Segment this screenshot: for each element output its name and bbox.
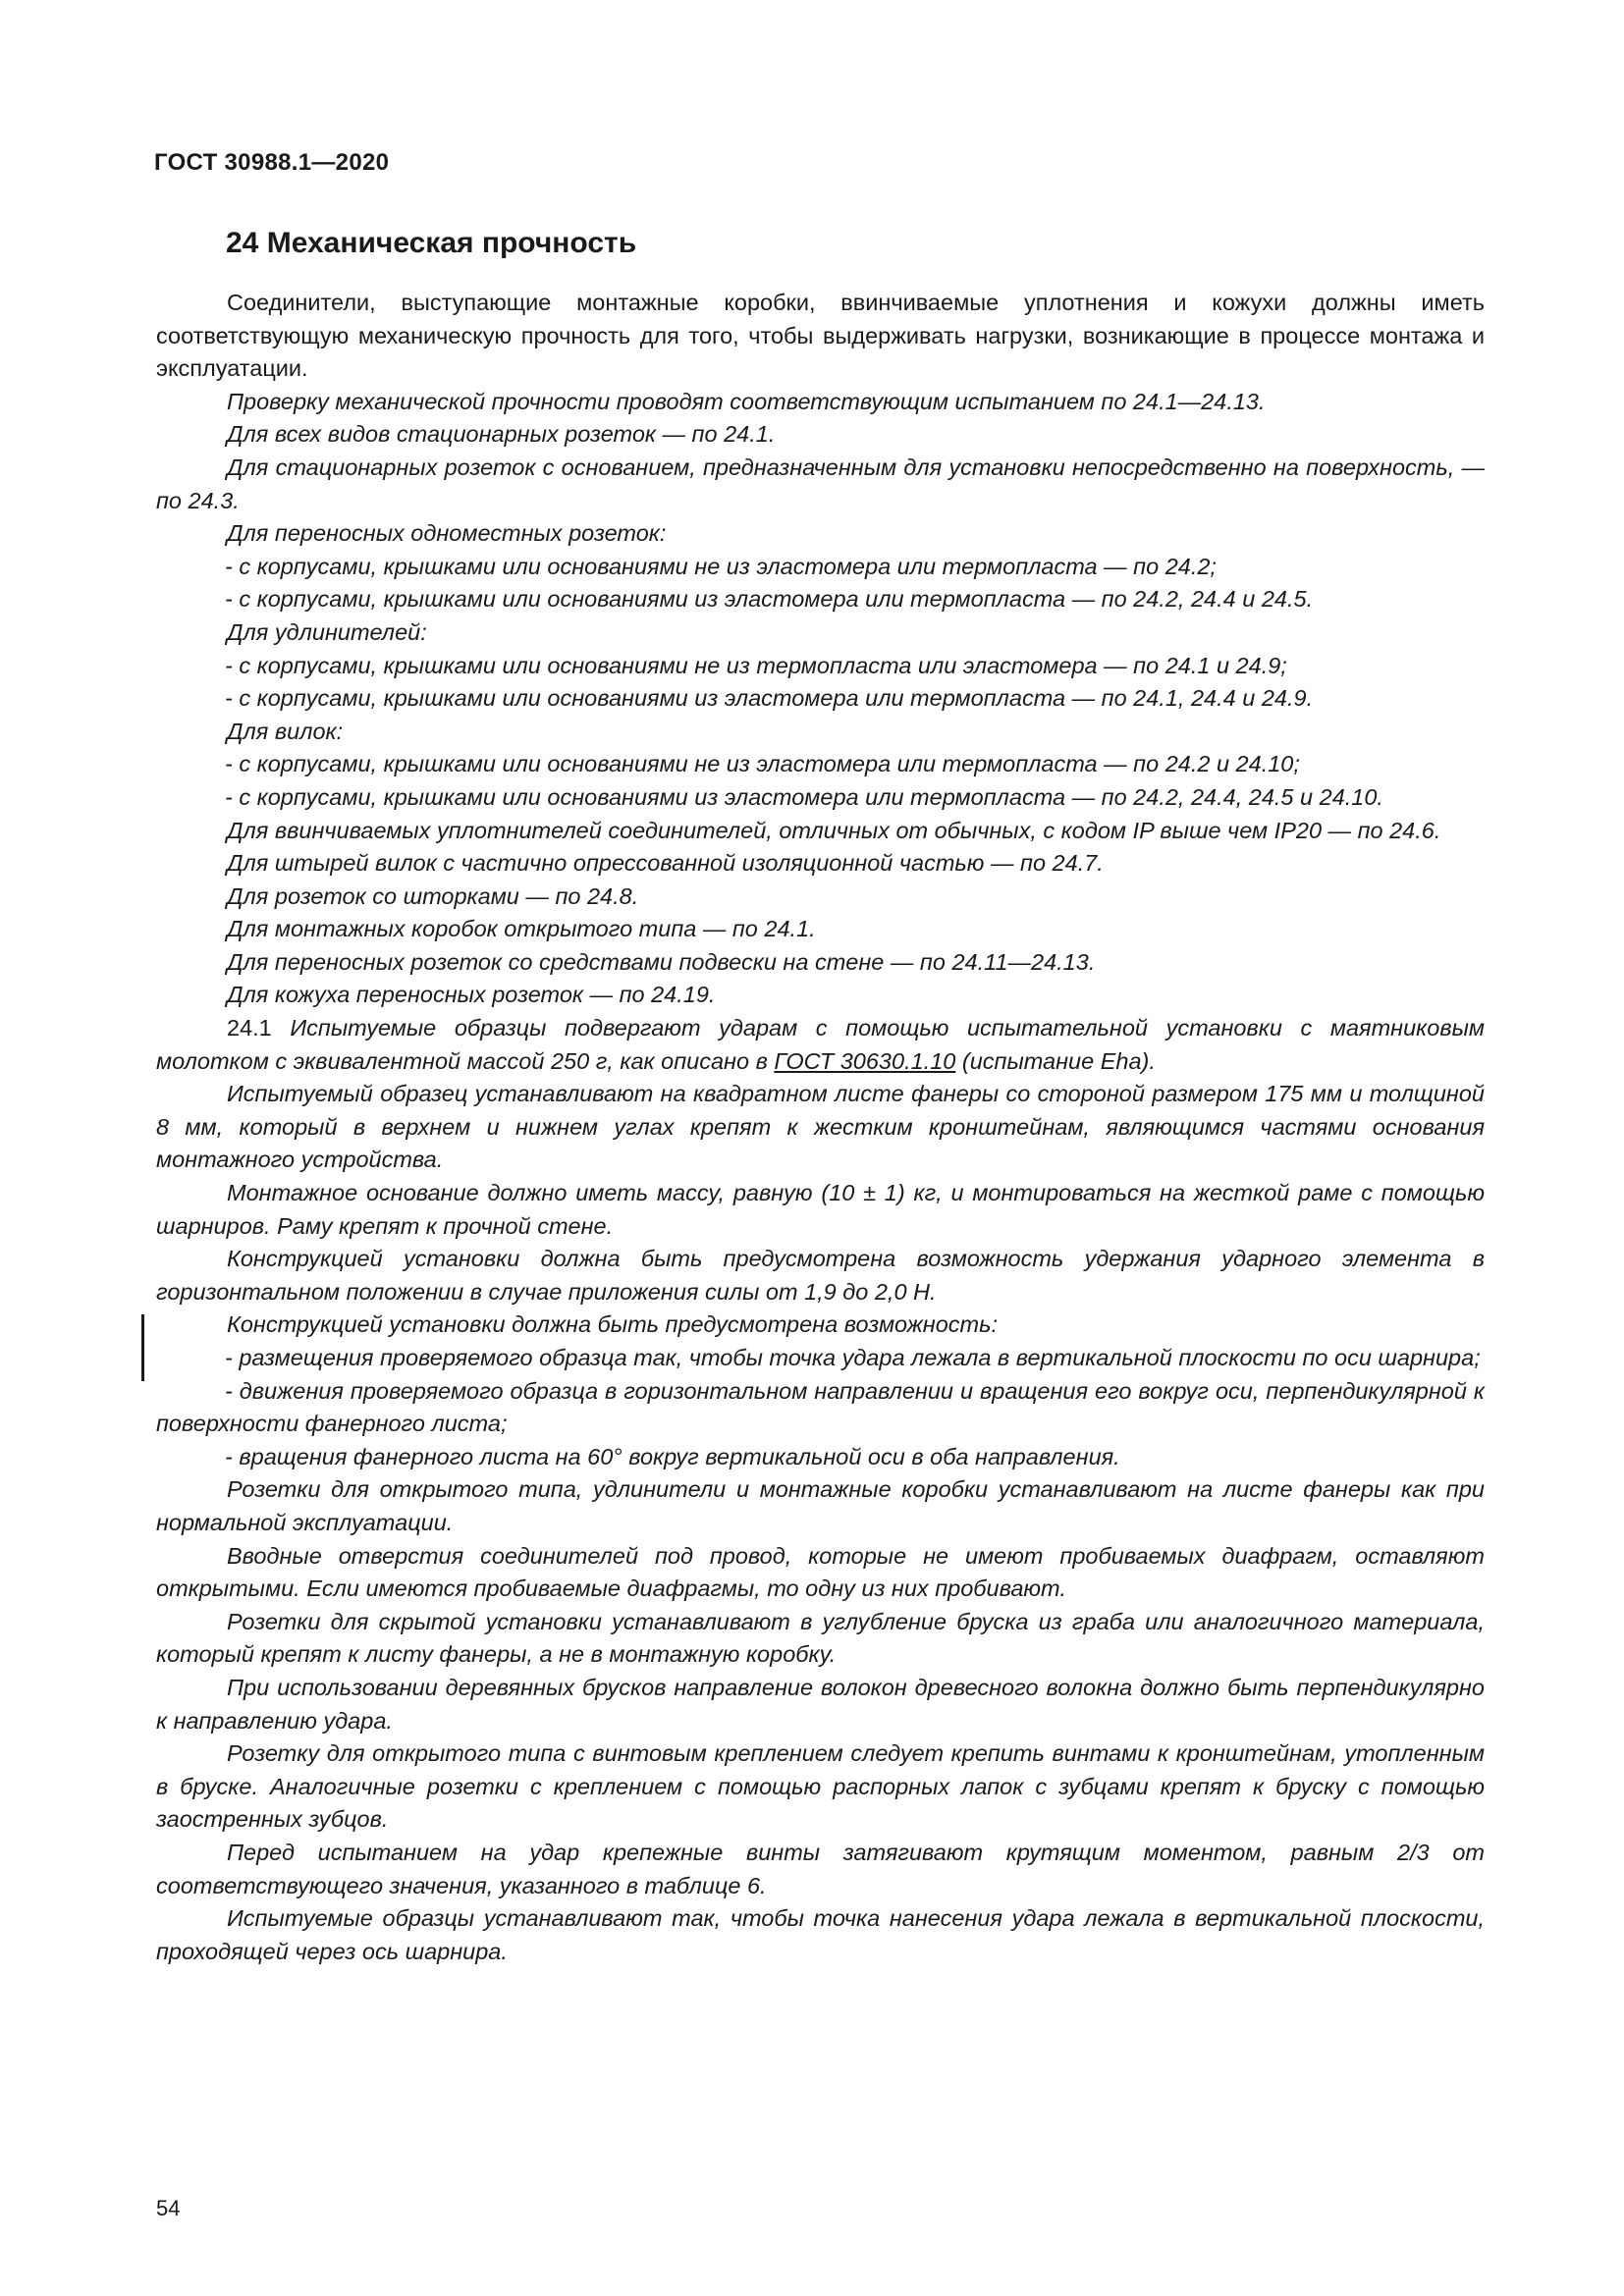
paragraph: Конструкцией установки должна быть предусмотрена возможность: [227,1311,998,1338]
paragraph: Розетки для открытого типа, удлинители и монтажные коробки устанавливают на листе фанеры как при нормальной эксплуатации. [156,1476,1485,1535]
paragraph: Для кожуха переносных розеток — по 24.19. [227,982,716,1008]
paragraph: Для всех видов стационарных розеток — по 24.1. [227,421,776,448]
clause-24-1 [156,1012,1485,1078]
paragraph: Для вилок: [227,718,344,744]
section-title: 24 Механическая прочность [226,227,637,259]
list-item: - размещения проверяемого образца так, чтобы точка удара лежала в вертикальной плоскости по оси шарнира; [225,1345,1481,1370]
paragraph: Для переносных розеток со средствами подвески на стене — по 24.11—24.13. [227,948,1096,975]
paragraph: При использовании деревянных брусков направление волокон древесного волокна должно быть перпендикулярно к направлению удара. [156,1674,1485,1734]
list-item: - с корпусами, крышками или основаниями из эластомера или термопласта — по 24.2, 24.4, 24.5 и 24.10. [225,783,1383,810]
paragraph: Перед испытанием на удар крепежные винты затягивают крутящим моментом, равным 2/3 от соответствующего значения, указанного в таблице 6. [156,1839,1485,1898]
paragraph: Для штырей вилок с частично опрессованной изоляционной частью — по 24.7. [227,850,1104,877]
clause-text: Испытуемые образцы подвергают ударам с помощью испытательной установки с маятниковым молотком с эквивалентной массой 250 г, как описано в [156,1015,1485,1074]
paragraph: Для стационарных розеток с основанием, предназначенным для установки непосредственно на поверхность, — по 24.3. [156,454,1485,513]
paragraph: Конструкцией установки должна быть предусмотрена возможность удержания ударного элемента в горизонтальном положении в случае приложения силы от 1,9 до 2,0 Н. [156,1246,1485,1305]
paragraph: Для ввинчиваемых уплотнителей соединителей, отличных от обычных, с кодом IP выше чем IP20 — по 24.6. [227,817,1441,843]
paragraph: Розетку для открытого типа с винтовым креплением следует крепить винтами к кронштейнам, утопленным в бруске. Аналогичные розетки с креплением с помощью распорных лапок с зубцами крепят к бруску с помощью заостренных зубцов. [156,1740,1485,1833]
paragraph: Испытуемые образцы устанавливают так, чтобы точка нанесения удара лежала в вертикальной плоскости, проходящей через ось шарнира. [156,1905,1485,1964]
intro-paragraph: Соединители, выступающие монтажные коробки, ввинчиваемые уплотнения и кожухи должны иметь соответствующую механическую прочность для того, чтобы выдерживать нагрузки, возникающие в процессе монтажа и эксплуатации. [156,290,1485,382]
list-item: - с корпусами, крышками или основаниями не из эластомера или термопласта — по 24.2 и 24.10; [225,751,1300,777]
list-item: - с корпусами, крышками или основаниями не из термопласта или эластомера — по 24.1 и 24.9; [225,652,1287,678]
paragraph: Проверку механической прочности проводят соответствующим испытанием по 24.1—24.13. [227,388,1266,414]
paragraph: Вводные отверстия соединителей под провод, которые не имеют пробиваемых диафрагм, оставляют открытыми. Если имеются пробиваемые диафрагмы, то одну из них пробивают. [156,1542,1485,1602]
list-item: - с корпусами, крышками или основаниями не из эластомера или термопласта — по 24.2; [225,553,1217,579]
paragraph: Монтажное основание должно иметь массу, равную (10 ± 1) кг, и монтироваться на жесткой раме с помощью шарниров. Раму крепят к прочной стене. [156,1180,1485,1239]
clause-text-tail: (испытание Eha). [955,1047,1156,1074]
clause-number: 24.1 [227,1015,272,1041]
list-item: - с корпусами, крышками или основаниями из эластомера или термопласта — по 24.1, 24.4 и 24.9. [225,685,1314,712]
paragraph: Для удлинителей: [227,618,427,645]
paragraph: Для переносных одноместных розеток: [227,520,667,547]
list-item: - с корпусами, крышками или основаниями из эластомера или термопласта — по 24.2, 24.4 и 24.5. [225,586,1314,613]
document-header: ГОСТ 30988.1—2020 [154,149,390,176]
paragraph: Для розеток со шторками — по 24.8. [227,882,639,909]
section-body [156,287,1485,1968]
change-bar [141,1314,144,1381]
list-item: - движения проверяемого образца в горизонтальном направлении и вращения его вокруг оси, перпендикулярной к поверхности фанерного листа; [156,1377,1485,1437]
list-item: - вращения фанерного листа на 60° вокруг вертикальной оси в оба направления. [225,1443,1120,1469]
paragraph: Испытуемый образец устанавливают на квадратном листе фанеры со стороной размером 175 мм и толщиной 8 мм, который в верхнем и нижнем углах крепят к жестким кронштейнам, являющимся частями основания монтажного устройства. [156,1081,1485,1173]
page-number: 54 [156,2196,181,2220]
paragraph: Розетки для скрытой установки устанавливают в углубление бруска из граба или аналогичного материала, который крепят к листу фанеры, а не в монтажную коробку. [156,1608,1485,1668]
standard-reference-link[interactable]: ГОСТ 30630.1.10 [774,1047,956,1074]
paragraph: Для монтажных коробок открытого типа — по 24.1. [227,916,816,942]
